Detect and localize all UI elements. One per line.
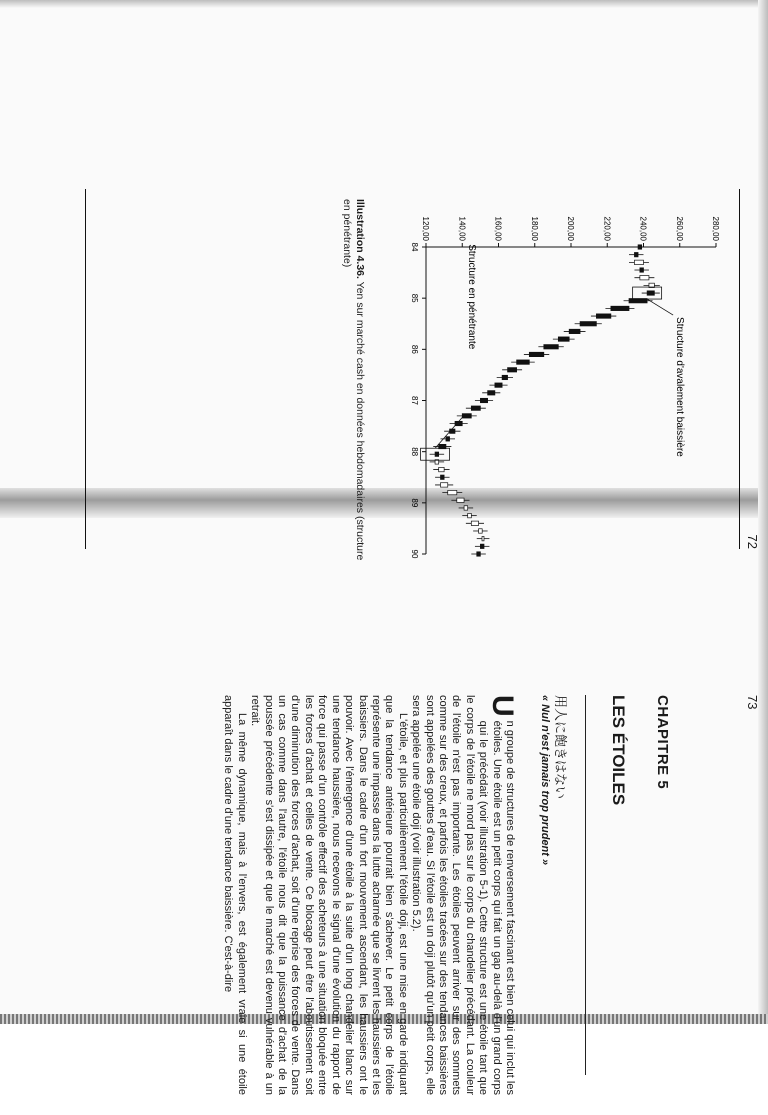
candle-body (647, 291, 654, 295)
y-tick-label: 140,00 (457, 216, 467, 241)
candle-body (468, 513, 472, 517)
y-tick-label: 220,00 (602, 216, 612, 241)
chapter-label: CHAPITRE 5 (654, 695, 671, 790)
y-tick-label: 120,00 (421, 216, 430, 241)
caption-label: Illustration 4.36. (354, 199, 366, 279)
candle-body (495, 383, 502, 387)
candle-body (457, 498, 464, 502)
candle-body (634, 252, 638, 256)
page-number: 72 (745, 534, 760, 549)
candle-body (502, 375, 507, 379)
x-tick-label: 85 (410, 293, 419, 303)
candle-body (529, 352, 544, 356)
chart-canvas (366, 199, 726, 569)
title-rule (585, 695, 586, 1075)
page-73 (66, 655, 766, 1115)
y-tick-label: 160,00 (493, 216, 503, 241)
candle-body (448, 490, 457, 494)
candle-body (580, 322, 596, 326)
candle-body (441, 483, 448, 487)
body-text (221, 695, 519, 1095)
x-tick-label: 87 (410, 396, 419, 405)
footer-rule (85, 189, 86, 549)
y-tick-label: 280,00 (711, 216, 720, 241)
figure-caption (340, 199, 366, 569)
candle-body (596, 314, 611, 318)
piercing-leader (435, 414, 465, 448)
candle-body (435, 452, 439, 456)
candle-body (446, 437, 450, 441)
candle-body (480, 544, 484, 548)
candle-body (640, 276, 649, 280)
candle-body (558, 337, 569, 341)
candle-body (480, 398, 487, 402)
paragraph: La même dynamique, mais à l'envers, est également vraie si une étoile apparaît dans le cadre d'une tendance baissière. C'est-à-dire (222, 695, 248, 1095)
candle-body (441, 475, 445, 479)
engulfing-annotation: Structure d'avalement baissière (674, 317, 686, 457)
candle-body (508, 368, 517, 372)
y-tick-label: 260,00 (674, 216, 684, 241)
candle-body (477, 552, 481, 556)
x-tick-label: 90 (410, 549, 419, 559)
candle-body (488, 391, 495, 395)
candle-body (544, 345, 559, 349)
candle-body (611, 306, 629, 310)
candle-body (464, 506, 468, 510)
x-tick-label: 89 (410, 498, 419, 508)
paragraph: L'étoile, et plus particulièrement l'étoile doji, est une mise en garde indiquant que la tendance antérieure pourrait bien s'achever. Le petit corps de l'étoile représente une impasse dans la lutte acharnée que se livrent les haussiers et les baissiers. Dans le cadre d'un fort mouvement ascendant, les haussiers ont le pouvoir. Avec l'émergence d'une étoile à la suite d'un long chandelier blanc sur une tendance haussière, nous recevons le signal d'une évolution du rapport de force qui passe d'un contrôle effectif des acheteurs à une situation bloquée entre les forces d'achat et celles de vente. Ce blocage peut être l'aboutissement soit d'une diminution des forces d'achat, soit d'une reprise des forces de vente. Dans un cas comme dans l'autre, l'étoile nous dit que la puissance d'achat de la poussée précédente s'est dissipée et que le marché est devenu vulnérable à un retrait. (249, 695, 409, 1095)
candle-body (634, 260, 643, 264)
candle-body (482, 536, 484, 540)
candle-body (517, 360, 530, 364)
engulfing-leader (647, 299, 673, 315)
caption-text: Yen sur marché cash en données hebdomadaires (structure en pénétrante) (341, 199, 366, 561)
piercing-annotation: Structure en pénétrante (466, 244, 478, 350)
candle-body (471, 406, 480, 410)
y-tick-label: 180,00 (529, 216, 539, 241)
scan-shadow-top (0, 0, 768, 8)
drop-cap: U (486, 695, 519, 717)
candle-body (638, 245, 642, 249)
chapter-title: LES ÉTOILES (609, 695, 628, 806)
candlestick-chart (366, 199, 726, 569)
candle-body (569, 329, 580, 333)
page-number: 73 (745, 695, 760, 710)
x-tick-label: 86 (410, 344, 419, 354)
candle-body (471, 521, 478, 525)
candle-body (640, 268, 644, 272)
epigraph: « Nul n'est jamais trop prudent » (539, 695, 551, 866)
header-rule (739, 189, 740, 549)
x-tick-label: 84 (410, 242, 419, 252)
candle-body (439, 467, 444, 471)
y-tick-label: 200,00 (566, 216, 575, 241)
page-72 (66, 159, 766, 579)
y-tick-label: 240,00 (638, 216, 648, 241)
candle-body (479, 529, 483, 533)
paragraph: U n groupe de structures de renversement fascinant est bien celui qui inclut les étoiles. Une étoile est un petit corps qui fait un gap au-delà d'un grand corps qui le précédait (voir illustration 5-1). Cette structure est une étoile tant que le corps de l'étoile ne mord pas sur le corps du chandelier précédant. La couleur de l'étoile n'est pas importante. Les étoiles peuvent arriver sur des sommets comme sur des creux, et parfois les étoiles tracées sur des tendances baissières sont appelées des gouttes d'eau. Si l'étoile est un doji plutôt qu'un petit corps, elle sera appelée une étoile doji (voir illustration 5.2). (410, 695, 519, 1095)
japanese-proverb: 用人に飽きはない (552, 695, 567, 800)
x-tick-label: 88 (410, 447, 419, 457)
